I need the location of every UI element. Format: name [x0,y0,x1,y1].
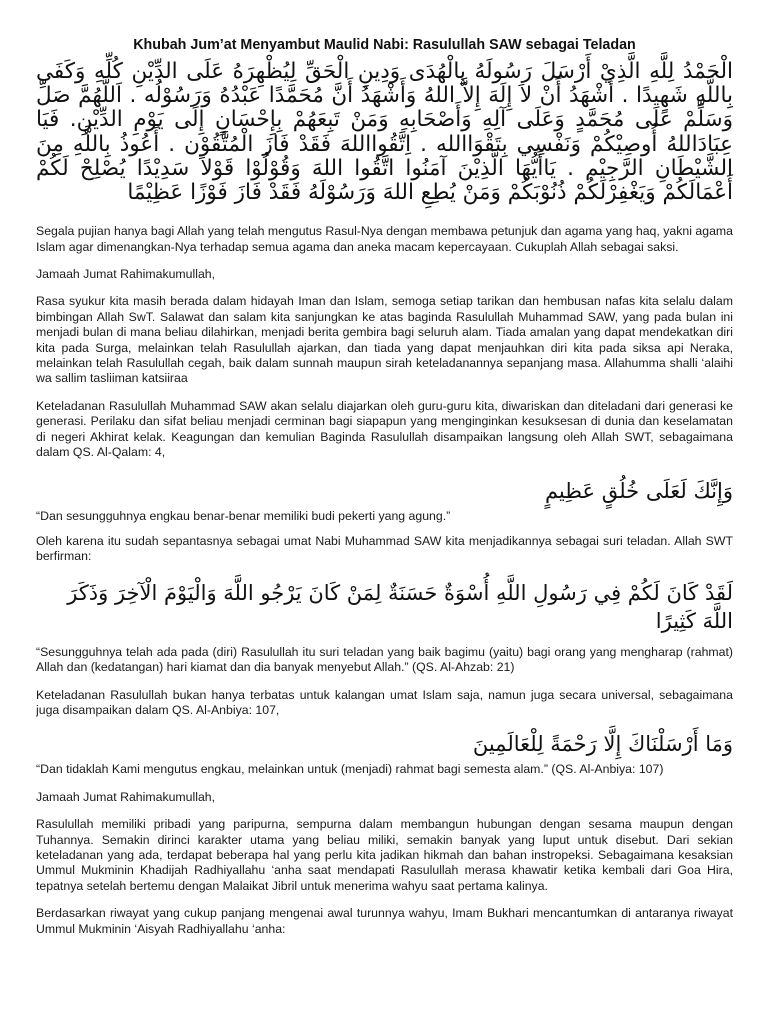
verse-al-qalam-arabic: وَإِنَّكَ لَعَلَى خُلُقٍ عَظِيمٍ [544,478,733,503]
paragraph-example: Keteladanan Rasulullah Muhammad SAW akan selalu diajarkan oleh guru-guru kita, diwariskan dan diteladani dari generasi ke generasi. Perilaku dan sifat beliau menjadi cerminan bagi siapapun yang menginginkan kesuksesan di dunia dan keselamatan di negeri Akhirat kelak. Keagungan dan kemulian Baginda Rasulullah disampaikan langsung oleh Allah SWT, sebagaimana dalam QS. Al-Qalam: 4, [36,398,733,460]
opening-arabic-text: الْحَمْدُ لِلَّهِ الَّذِيْ أَرْسَلَ رَسُولَهُ بِالْهُدَى وَدِينِ الْحَقِّ لِيُظْهِرَهُ عَلَى الدِّيْنِ كُلِّهِ وَكَفَى بِاللَّهِ شَهِيدًا . أَشْهَدُ أَنْ لاَ إِلَهَ إِلاَّ اللهُ وَأَشْهَدُ أَنَّ مُحَمَّدًا عَبْدُهُ وَرَسُوْلُه . اَللَّهُمَّ صَلِّ وَسَلِّمْ عَلَى مُحَمَّدٍ وَعَلَى آلِهِ وَأَصْحَابِهِ وَمَنْ تَبِعَهُمْ بِإِحْسَانٍ إِلَى يَوْمِ الدِّيْنِ. فَيَا عِبَادَاللهُ أُوصِيْكُمْ وَنَفْسِي بِتَقْوَاالله . اِتَّقُوااللهَ فَقَدْ فَازَ الْمُتَّقُوْن . أَعُوذُ بِاللَّهِ مِنَ الشَّيْطَانِ الرَّجِيْم . يَاأَيُّهَا الَّذِيْنَ آمَنُوا اتَّقُوا اللهَ وَقُوْلُوْا قَوْلاً سَدِيْدًا يُصْلِحْ لَكُمْ أَعْمَالَكُمْ وَيَغْفِرْلَكُمْ ذُنُوْبَكُمْ وَمَنْ يُطِعِ اللهَ وَرَسُوْلَهُ فَقَدْ فَازَ فَوْزًا عَظِيْمًا [36,59,733,206]
paragraph-praise: Segala pujian hanya bagi Allah yang telah mengutus Rasul-Nya dengan membawa petunjuk dan agama yang haq, yakni agama Islam agar dimenangkan-Nya terhadap semua agama dan aneka macam kepercayaan. Cukuplah Allah sebagai saksi. [36,224,733,254]
paragraph-character: Rasulullah memiliki pribadi yang paripurna, sempurna dalam membangun hubungan dengan sesama maupun dengan Tuhannya. Semakin dirinci karakter utama yang beliau miliki, semakin banyak yang luput untuk disebut. Dari sekian keteladanan yang ada, terdapat beberapa hal yang perlu kita jadikan hikmah dan bahan instropeksi. Sebagaimana kesaksian Ummul Mukminin Khadijah Radhiyallahu ‘anha saat mendapati Rasulullah merasa khawatir ketika kembali dari Goa Hira, tepatnya setelah bertemu dengan Malaikat Jibril untuk menerima wahyu saat pertama kalinya. [36,817,733,893]
paragraph-role-model: Oleh karena itu sudah sepantasnya sebagai umat Nabi Muhammad SAW kita menjadikannya sebagai suri teladan. Allah SWT berfirman: [36,533,733,564]
verse-al-anbiya-arabic: وَمَا أَرْسَلْنَاكَ إِلَّا رَحْمَةً لِلْعَالَمِينَ [472,732,733,757]
paragraph-gratitude: Rasa syukur kita masih berada dalam hidayah Iman dan Islam, semoga setiap tarikan dan hembusan nafas kita selalu dalam bimbingan Allah SwT. Salawat dan salam kita sanjungkan ke atas baginda Rasulullah Muhammad SAW, yang pada bulan ini menjadi bulan di mana beliau dilahirkan, menjadi berita gembira bagi seluruh alam. Tiada amalan yang dapat mendekatkan diri kita pada Surga, melainkan telah Rasulullah ajarkan, dan tiada yang dapat menjauhkan diri kita pada siksa api Neraka, melainkan telah Rasulullah cegah, baik dalam sunnah maupun sirah keteladanannya sepanjang masa. Allahumma shalli ‘alaihi wa sallim tasliiman katsiiraa [36,294,733,386]
greeting: Jamaah Jumat Rahimakumullah, [36,789,216,804]
verse-al-qalam-translation: “Dan sesungguhnya engkau benar-benar memiliki budi pekerti yang agung.” [36,508,451,523]
paragraph-universal: Keteladanan Rasulullah bukan hanya terbatas untuk kalangan umat Islam saja, namun juga secara universal, sebagaimana juga disampaikan dalam QS. Al-Anbiya: 107, [36,687,733,717]
greeting: Jamaah Jumat Rahimakumullah, [36,267,216,282]
verse-al-ahzab-arabic: لَقَدْ كَانَ لَكُمْ فِي رَسُولِ اللَّهِ أُسْوَةٌ حَسَنَةٌ لِمَنْ كَانَ يَرْجُو اللَّهَ وَالْيَوْمَ الْآخِرَ وَذَكَرَ اللَّهَ كَثِيرًا [67,580,733,633]
verse-al-anbiya-translation: “Dan tidaklah Kami mengutus engkau, melainkan untuk (menjadi) rahmat bagi semesta alam.” (QS. Al-Anbiya: 107) [36,762,664,777]
document-page [36,36,733,1022]
document-title: Khubah Jum’at Menyambut Maulid Nabi: Rasulullah SAW sebagai Teladan [133,37,636,53]
paragraph-narration: Berdasarkan riwayat yang cukup panjang mengenai awal turunnya wahyu, Imam Bukhari mencantumkan di antaranya riwayat Ummul Mukminin ‘Aisyah Radhiyallahu ‘anha: [36,906,733,936]
verse-al-ahzab-translation: “Sesungguhnya telah ada pada (diri) Rasulullah itu suri teladan yang baik bagimu (yaitu) bagi orang yang mengharap (rahmat) Allah dan (kedatangan) hari kiamat dan dia banyak menyebut Allah.” (QS. Al-Ahzab: 21) [36,644,733,675]
